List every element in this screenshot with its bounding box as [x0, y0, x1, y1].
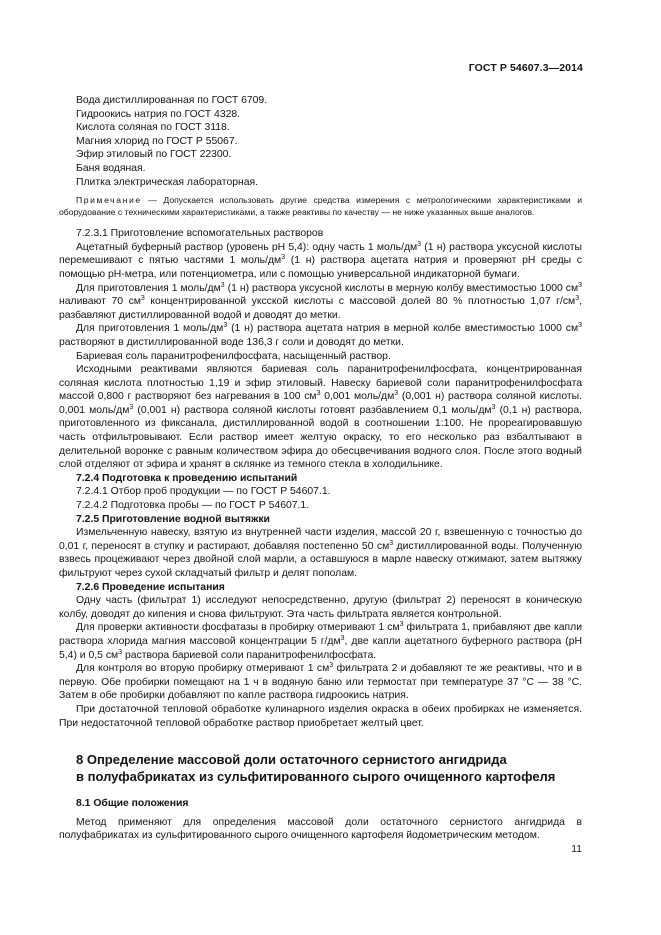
text-run: Для приготовления 1 моль/дм: [76, 323, 224, 335]
superscript: 3: [118, 648, 123, 656]
paragraph-extract: [59, 526, 582, 580]
text-run: (0,001 н) раствора соляной кислоты готовят разбавлением 0,1 моль/дм: [133, 404, 492, 416]
list-item: Баня водяная.: [76, 162, 146, 174]
note-text: — Допускается использовать другие средства измерения с метрологическими характеристиками и оборудование с техническими характеристиками, а также реактивы по качеству — не ниже указанных выше аналогов.: [59, 195, 582, 218]
superscript: 3: [281, 254, 286, 262]
note-label: Примечание: [76, 195, 142, 206]
text-run: 0,001 моль/дм: [320, 391, 395, 403]
superscript: 3: [340, 634, 345, 642]
text-run: Исходными реактивами являются бариевая соль паранитрофенилфосфата, концентрированная соляная кислота плотностью 1,19 и эфир этиловый. Навеску бариевой соли паранитрофенилфосфата массой 0,800 г растворяют без нагревания в 100 см: [59, 364, 582, 403]
paragraph-sodium-acetate: [59, 322, 582, 349]
text-run: Для приготовления 1 моль/дм: [76, 282, 221, 294]
list-item: Гидроокись натрия по ГОСТ 4328.: [76, 108, 241, 120]
superscript: 3: [140, 295, 145, 303]
paragraph-result: При достаточной тепловой обработке кулинарного изделия окраска в обеих пробирках не изменяется. При недостаточной тепловой обработке раствор приобретает желтый цвет.: [59, 703, 582, 729]
text-run: (1 н) раствора уксусной кислоты в мерную колбу вместимостью 1000 см: [224, 282, 579, 294]
heading-726: 7.2.6 Проведение испытания: [76, 581, 225, 593]
text-run: (0,001 н) раствора соляной кислоты. 0,001 моль/дм: [59, 391, 583, 416]
heading-724: 7.2.4 Подготовка к проведению испытаний: [76, 472, 298, 484]
text-run: (1 н) раствора ацетата натрия в мерной колбе вместимостью 1000 см: [227, 323, 579, 335]
page-content: [59, 94, 582, 843]
superscript: 3: [394, 390, 399, 398]
superscript: 3: [389, 539, 394, 547]
superscript: 3: [491, 403, 496, 411]
paragraph-control: [59, 662, 582, 703]
text-run: , разбавляют дистиллированной водой и доводят до метки.: [59, 296, 582, 321]
text-run: , две капли ацетатного буферного раствора (pH 5,4) и 0,5 см: [59, 635, 582, 661]
superscript: 3: [329, 662, 334, 670]
section-8-title-line2: в полуфабрикатах из сульфитированного сырого очищенного картофеля: [76, 769, 556, 785]
text-run: раствора бариевой соли паранитрофенилфосфата.: [122, 649, 377, 661]
subsection-81-title: 8.1 Общие положения: [76, 798, 189, 810]
list-item: Кислота соляная по ГОСТ 3118.: [76, 122, 230, 134]
superscript: 3: [399, 621, 404, 629]
materials-list: [59, 94, 582, 189]
note-paragraph: [59, 194, 582, 218]
item-7242: 7.2.4.2 Подготовка пробы — по ГОСТ Р 54607.1.: [76, 500, 310, 512]
superscript: 3: [129, 403, 134, 411]
superscript: 3: [316, 390, 321, 398]
text-run: Измельченную навеску, взятую из внутренней части изделия, массой 20 г, взвешенную с точностью до 0,01 г, переносят в ступку и растирают, добавляя постепенно 50 см: [59, 527, 582, 552]
list-item: Эфир этиловый по ГОСТ 22300.: [76, 149, 232, 161]
superscript: 3: [578, 322, 583, 330]
paragraph-acetic-acid: [59, 282, 582, 323]
paragraph-barium-salt: Бариевая соль паранитрофенилфосфата, насыщенный раствор.: [76, 350, 391, 362]
text-run: фильтрата 1, прибавляют две капли раствора хлорида магния массовой концентрации 5 г/дм: [59, 622, 582, 647]
superscript: 3: [223, 322, 228, 330]
superscript: 3: [417, 240, 422, 248]
list-item: Магния хлорид по ГОСТ Р 55067.: [76, 135, 238, 147]
section-8-title: [76, 751, 582, 785]
section-8-title-line1: 8 Определение массовой доли остаточного сернистого ангидрида: [76, 752, 507, 768]
text-run: фильтрата 2 и добавляют те же реактивы, что и в первую. Обе пробирки помещают на 1 ч в водяную баню или термостат при температуре 37 °С — 38 °С. Затем в обе пробирки добавляют по капле раствора гидроокись натрия.: [59, 663, 582, 702]
text-run: (1 н) раствора уксусной кислоты перемешивают с пятью частями 1 моль/дм: [59, 241, 583, 267]
text-run: (0,1 н) раствора, приготовленного из фиксанала, дистиллированной водой в соотношении 1:100. Не прореагировавшую часть отфильтровывают. Если раствор имеет желтую окраску, то его несколько раз взбалтывают в делительной воронке с равным количеством эфира до обесцвечивания водного слоя. После этого водный слой отделяют от эфира и хранят в склянке из темного стекла в холодильнике.: [59, 404, 582, 471]
paragraph-phosphatase: [59, 621, 582, 662]
heading-725: 7.2.5 Приготовление водной вытяжки: [76, 513, 270, 525]
text-run: Ацетатный буферный раствор (уровень pH 5,4): одну часть 1 моль/дм: [76, 241, 418, 253]
text-run: (1 н) раствора ацетата натрия и проверяют pH среды с помощью pH-метра, или потенциометра, или с помощью универсальной индикаторной бумаги.: [59, 255, 582, 280]
page-number: 11: [571, 844, 582, 855]
paragraph-acetate-buffer: [59, 241, 582, 282]
paragraph-reagents: [59, 363, 582, 472]
text-run: Для контроля во вторую пробирку отмеривают 1 см: [76, 663, 330, 675]
superscript: 3: [220, 281, 225, 289]
list-item: Вода дистиллированная по ГОСТ 6709.: [76, 95, 268, 106]
document-header: ГОСТ Р 54607.3—2014: [468, 62, 583, 74]
text-run: растворяют в дистиллированной воде 136,3 г соли и доводят до метки.: [59, 336, 404, 348]
subsection-title-7231: 7.2.3.1 Приготовление вспомогательных растворов: [76, 228, 324, 240]
superscript: 3: [578, 281, 583, 289]
paragraph-filtrate: Одну часть (фильтрат 1) исследуют непосредственно, другую (фильтрат 2) переносят в коническую колбу, доводят до кипения и снова фильтруют. Эта часть фильтрата является контрольной.: [59, 595, 582, 620]
paragraph-method: Метод применяют для определения массовой доли остаточного сернистого ангидрида в полуфабрикатах из сульфитированного сырого очищенного картофеля йодометрическим методом.: [59, 816, 582, 842]
text-run: Для проверки активности фосфатазы в пробирку отмеривают 1 см: [76, 622, 400, 634]
item-7241: 7.2.4.1 Отбор проб продукции — по ГОСТ Р 54607.1.: [76, 486, 331, 498]
text-run: концентрированной уксской кислоты с массовой долей 80 % плотностью 1,07 г/см: [144, 296, 576, 308]
text-run: дистиллированной воды. Полученную взвесь процеживают через двойной слой марли, а оставшуюся в марле навеску отжимают, затем вытяжку фильтруют через сухой складчатый фильтр и делят пополам.: [59, 540, 583, 579]
text-run: наливают 70 см: [59, 296, 141, 308]
list-item: Плитка электрическая лабораторная.: [76, 176, 259, 188]
superscript: 3: [575, 295, 580, 303]
